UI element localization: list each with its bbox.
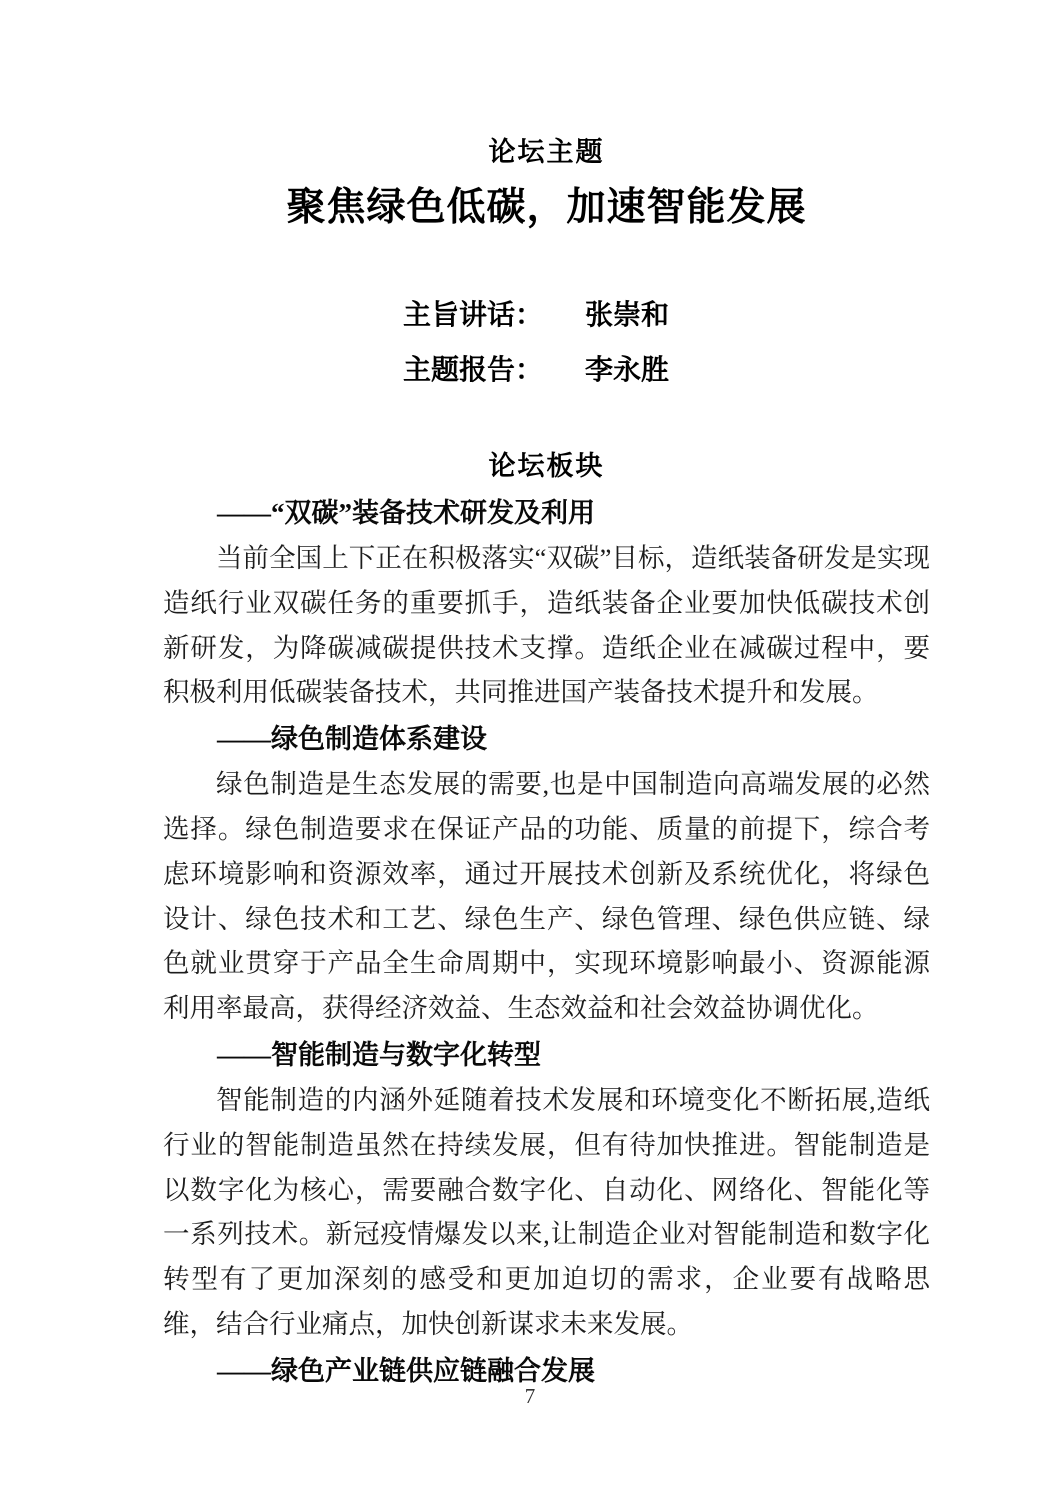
speakers-block	[403, 288, 930, 398]
section-green-manufacturing	[163, 717, 930, 1031]
section-dual-carbon-equipment	[163, 491, 930, 715]
section-subtitle: ——智能制造与数字化转型	[217, 1039, 541, 1070]
keynote-speaker-name: 张崇和	[585, 300, 670, 331]
section-body: 绿色制造是生态发展的需要,也是中国制造向高端发展的必然选择。绿色制造要求在保证产品的功能、质量的前提下，综合考虑环境影响和资源效率，通过开展技术创新及系统优化，将绿色设计、绿色技术和工艺、绿色生产、绿色管理、绿色供应链、绿色就业贯穿于产品全生命周期中，实现环境影响最小、资源能源利用率最高，获得经济效益、生态效益和社会效益协调优化。	[163, 769, 930, 1024]
section-body: 智能制造的内涵外延随着技术发展和环境变化不断拓展,造纸行业的智能制造虽然在持续发展，但有待加快推进。智能制造是以数字化为核心，需要融合数字化、自动化、网络化、智能化等一系列技术。新冠疫情爆发以来,让制造企业对智能制造和数字化转型有了更加深刻的感受和更加迫切的需求，企业要有战略思维，结合行业痛点，加快创新谋求未来发展。	[163, 1084, 930, 1339]
section-body: 当前全国上下正在积极落实“双碳”目标，造纸装备研发是实现造纸行业双碳任务的重要抓手，造纸装备企业要加快低碳技术创新研发，为降碳减碳提供技术支撑。造纸企业在减碳过程中，要积极利用低碳装备技术，共同推进国产装备技术提升和发展。	[163, 543, 930, 708]
section-subtitle: ——绿色制造体系建设	[217, 724, 487, 755]
section-smart-manufacturing	[163, 1033, 930, 1347]
theme-report-label: 主题报告：	[403, 355, 544, 386]
theme-report-speaker-name: 李永胜	[585, 355, 670, 386]
page-number: 7	[524, 1384, 536, 1408]
keynote-speech-label: 主旨讲话：	[403, 300, 544, 331]
speaker-row-report	[403, 343, 930, 398]
document-content	[163, 136, 930, 1394]
section-subtitle: ——绿色产业链供应链融合发展	[217, 1355, 595, 1386]
section-subtitle: ——“双碳”装备技术研发及利用	[217, 498, 595, 528]
page-title: 聚焦绿色低碳，加速智能发展	[286, 186, 807, 229]
speaker-row-keynote	[403, 288, 930, 343]
forum-sections-heading: 论坛板块	[488, 451, 605, 481]
forum-topic-kicker: 论坛主题	[488, 137, 605, 167]
